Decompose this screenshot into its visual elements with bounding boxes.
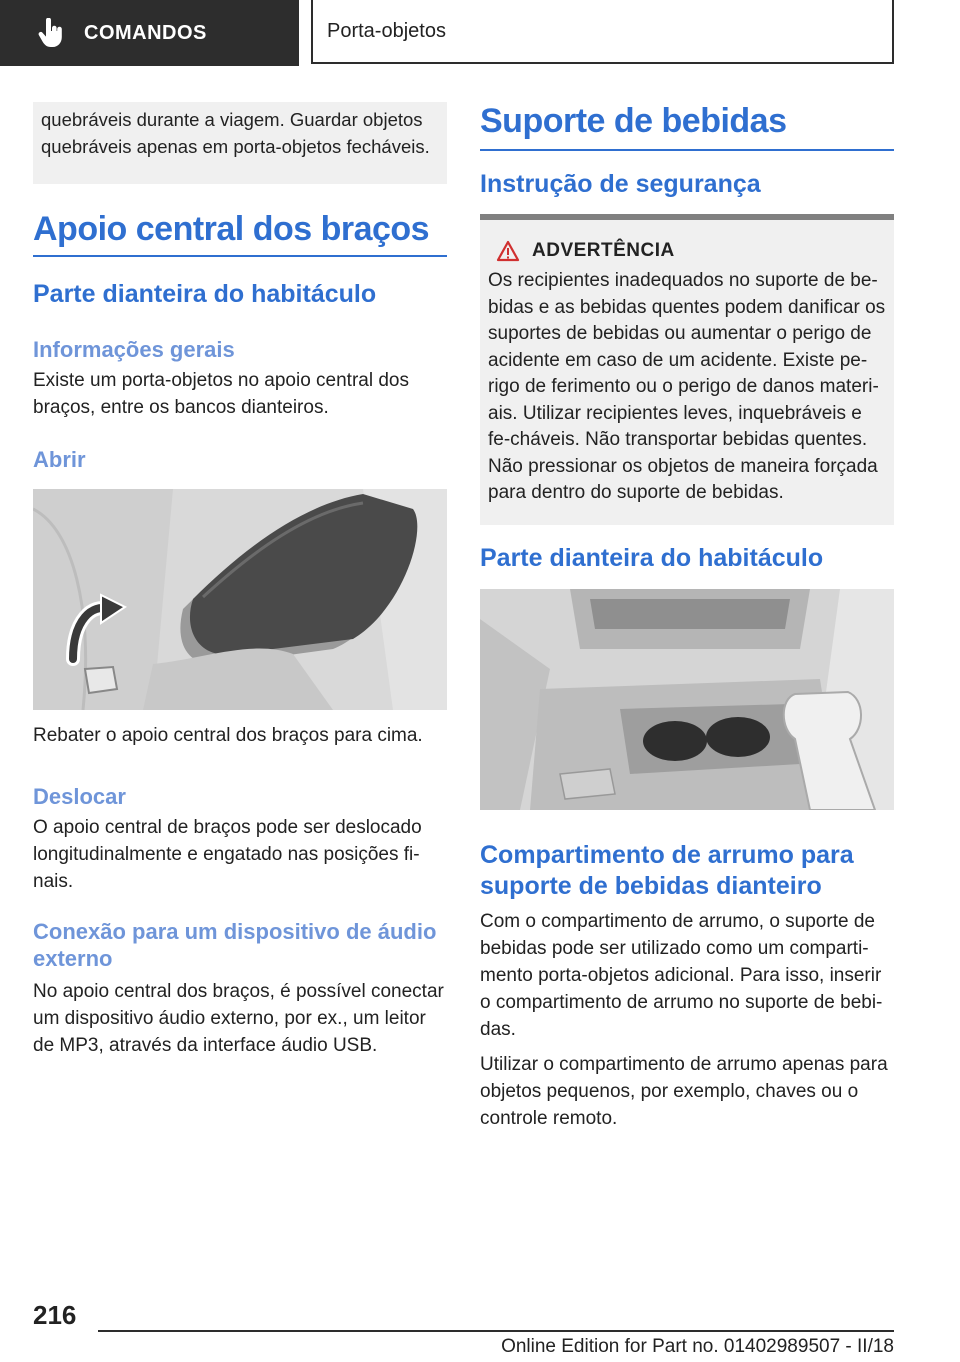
front-title: Parte dianteira do habitáculo xyxy=(480,544,824,572)
armrest-subtitle: Parte dianteira do habitáculo xyxy=(33,280,377,308)
compartment-title: Compartimento de arrumo para suporte de bebidas dianteiro xyxy=(480,841,854,900)
audio-block xyxy=(33,918,447,1059)
warning-label: ADVERTÊNCIA xyxy=(532,240,675,261)
intro-note-text: quebráveis durante a viagem. Guardar objetos quebráveis apenas em porta-objetos fecháveis. xyxy=(33,102,447,184)
hand-pointer-icon xyxy=(38,18,64,48)
open-heading-block xyxy=(33,446,447,473)
front-heading-block xyxy=(480,544,894,573)
open-caption: Rebater o apoio central dos braços para cima. xyxy=(33,725,423,746)
move-text: O apoio central de braços pode ser deslocado longitudinalmente e engatado nas posições fi-nais. xyxy=(33,817,422,892)
intro-note xyxy=(33,102,447,184)
cupholder-section xyxy=(480,102,894,151)
safety-heading-block xyxy=(480,170,894,199)
move-heading: Deslocar xyxy=(33,784,126,809)
cupholder-title: Suporte de bebidas xyxy=(480,102,787,140)
move-block xyxy=(33,783,447,895)
audio-text: No apoio central dos braços, é possível conectar um dispositivo áudio externo, por ex., um leitor de MP3, através da interface áudio USB. xyxy=(33,981,444,1056)
section-tab xyxy=(0,0,299,66)
section-title: COMANDOS xyxy=(84,21,207,44)
compartment-text-2: Utilizar o compartimento de arrumo apenas para objetos pequenos, por exemplo, chaves ou o controle remoto. xyxy=(480,1054,888,1129)
audio-heading: Conexão para um dispositivo de áudio externo xyxy=(33,919,437,971)
title-rule xyxy=(33,255,447,257)
armrest-section xyxy=(33,210,447,257)
warning-text: Os recipientes inadequados no suporte de be-bidas e as bebidas quentes podem danificar os suportes de bebidas ou aumentar o perigo de acidente em caso de um acidente. Existe pe-rigo de ferimento ou o perigo de danos materi-ais. Utilizar recipientes leves, inquebráveis e fe-cháveis. Não transportar bebidas quentes. Não pressionar os objetos de maneira forçada para dentro do suporte de bebidas. xyxy=(488,270,886,503)
compartment-text-1: Com o compartimento de arrumo, o suporte de bebidas pode ser utilizado como um comparti-mento porta-objetos adicional. Para isso, inserir o compartimento de arrumo no suporte de bebi-das. xyxy=(480,911,883,1040)
general-info xyxy=(33,336,447,421)
page-number: 216 xyxy=(33,1300,77,1330)
warning-header xyxy=(488,240,886,262)
cupholder-illustration xyxy=(480,589,894,810)
footer-rule xyxy=(98,1330,894,1332)
open-caption-block xyxy=(33,722,447,749)
warning-triangle-icon xyxy=(496,240,520,262)
breadcrumb-label: Porta-objetos xyxy=(327,19,446,42)
edition-note: Online Edition for Part no. 01402989507 - II/18 xyxy=(501,1336,894,1357)
compartment-block xyxy=(480,840,894,1132)
warning-box xyxy=(480,214,894,525)
title-rule xyxy=(480,149,894,151)
info-text: Existe um porta-objetos no apoio central dos braços, entre os bancos dianteiros. xyxy=(33,370,409,418)
info-heading: Informações gerais xyxy=(33,337,235,362)
breadcrumb xyxy=(311,0,894,64)
armrest-illustration xyxy=(33,489,447,710)
open-heading: Abrir xyxy=(33,447,86,472)
armrest-front-heading xyxy=(33,280,447,309)
safety-title: Instrução de segurança xyxy=(480,170,761,198)
armrest-title: Apoio central dos braços xyxy=(33,210,430,248)
